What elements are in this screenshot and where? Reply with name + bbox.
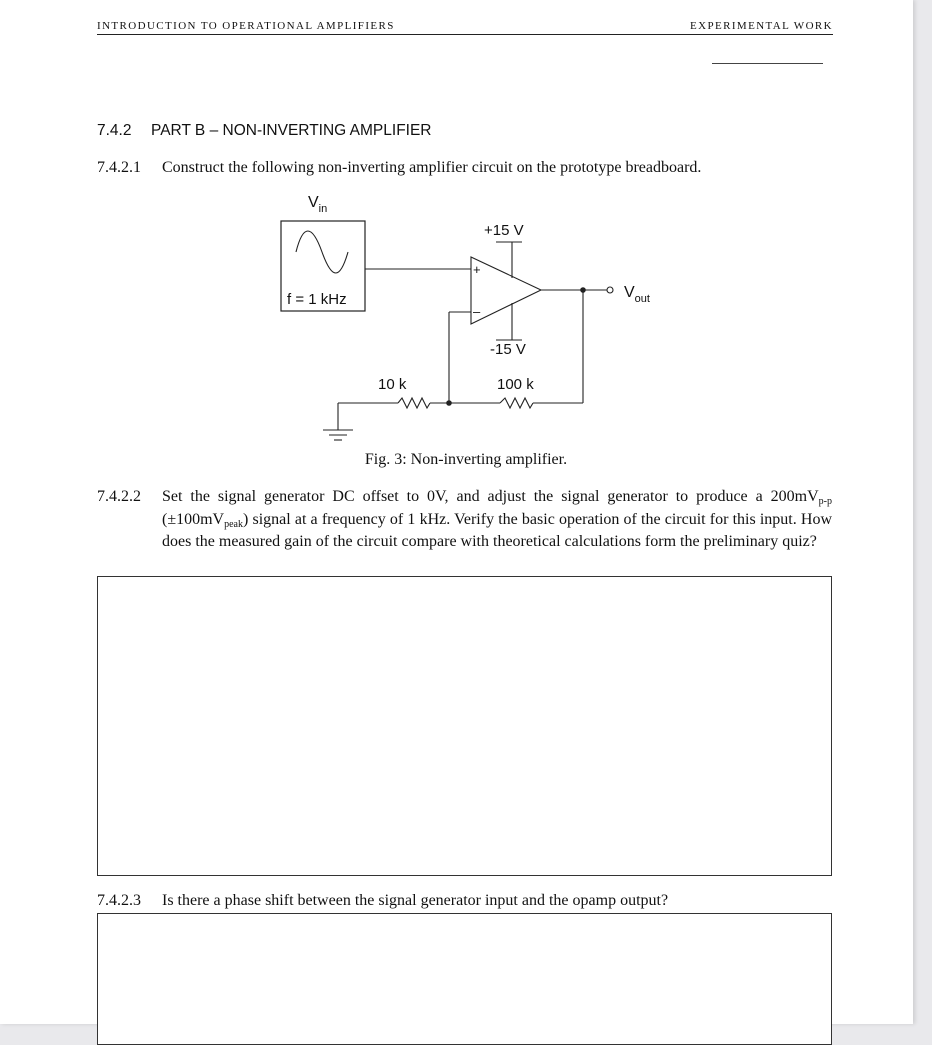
- item-number: 7.4.2.2: [97, 488, 141, 505]
- header-left: INTRODUCTION TO OPERATIONAL AMPLIFIERS: [97, 20, 395, 32]
- section-heading: [97, 122, 432, 140]
- item-7-4-2-3: [97, 890, 832, 913]
- pp-subscript: p-p: [818, 496, 832, 507]
- section-number: 7.4.2: [97, 122, 132, 139]
- vin-label: $V_{in}$: [308, 194, 328, 215]
- sine-wave-icon: [296, 231, 348, 273]
- section-title: PART B – NON-INVERTING AMPLIFIER: [151, 122, 432, 139]
- plus-input-sign: +: [473, 262, 481, 277]
- answer-box-7-4-2-3[interactable]: [97, 913, 832, 1045]
- output-terminal: [607, 287, 613, 293]
- resistor-100k-label: 100 k: [497, 376, 534, 393]
- negative-supply-label: -15 V: [490, 341, 526, 358]
- resistor-10k: [398, 398, 430, 408]
- opamp-symbol: [471, 257, 541, 324]
- name-blank-line: [712, 63, 823, 64]
- item-text-part-a: Set the signal generator DC offset to 0V, and adjust the signal generator to produce a 200mV: [162, 488, 819, 505]
- vout-label: $V_{out}$: [624, 284, 650, 305]
- item-text-part-c: ) signal at a frequency of 1 kHz. Verify the basic operation of the circuit for this input. How does the measured gain of the circuit compare with theoretical calculations form the preliminary quiz?: [162, 510, 832, 550]
- item-number: 7.4.2.1: [97, 159, 141, 176]
- item-text: Construct the following non-inverting amplifier circuit on the prototype breadboard.: [162, 159, 702, 176]
- item-number: 7.4.2.3: [97, 892, 141, 909]
- non-inverting-amplifier-circuit: [260, 190, 680, 450]
- peak-subscript: peak: [224, 518, 243, 530]
- item-text: [162, 486, 832, 554]
- resistor-10k-label: 10 k: [378, 376, 407, 393]
- item-text: Is there a phase shift between the signal generator input and the opamp output?: [162, 892, 669, 909]
- header-right: EXPERIMENTAL WORK: [690, 20, 833, 32]
- minus-input-sign: –: [473, 304, 481, 319]
- item-7-4-2-1: [97, 157, 832, 180]
- running-header: [97, 20, 833, 35]
- figure-caption: Fig. 3: Non-inverting amplifier.: [364, 451, 568, 468]
- answer-box-7-4-2-2[interactable]: [97, 576, 832, 876]
- frequency-label: f = 1 kHz: [287, 291, 347, 308]
- positive-supply-label: +15 V: [484, 222, 524, 239]
- item-text-part-b: (±100mV: [162, 510, 225, 528]
- item-7-4-2-2: [97, 486, 832, 554]
- resistor-100k: [500, 398, 533, 408]
